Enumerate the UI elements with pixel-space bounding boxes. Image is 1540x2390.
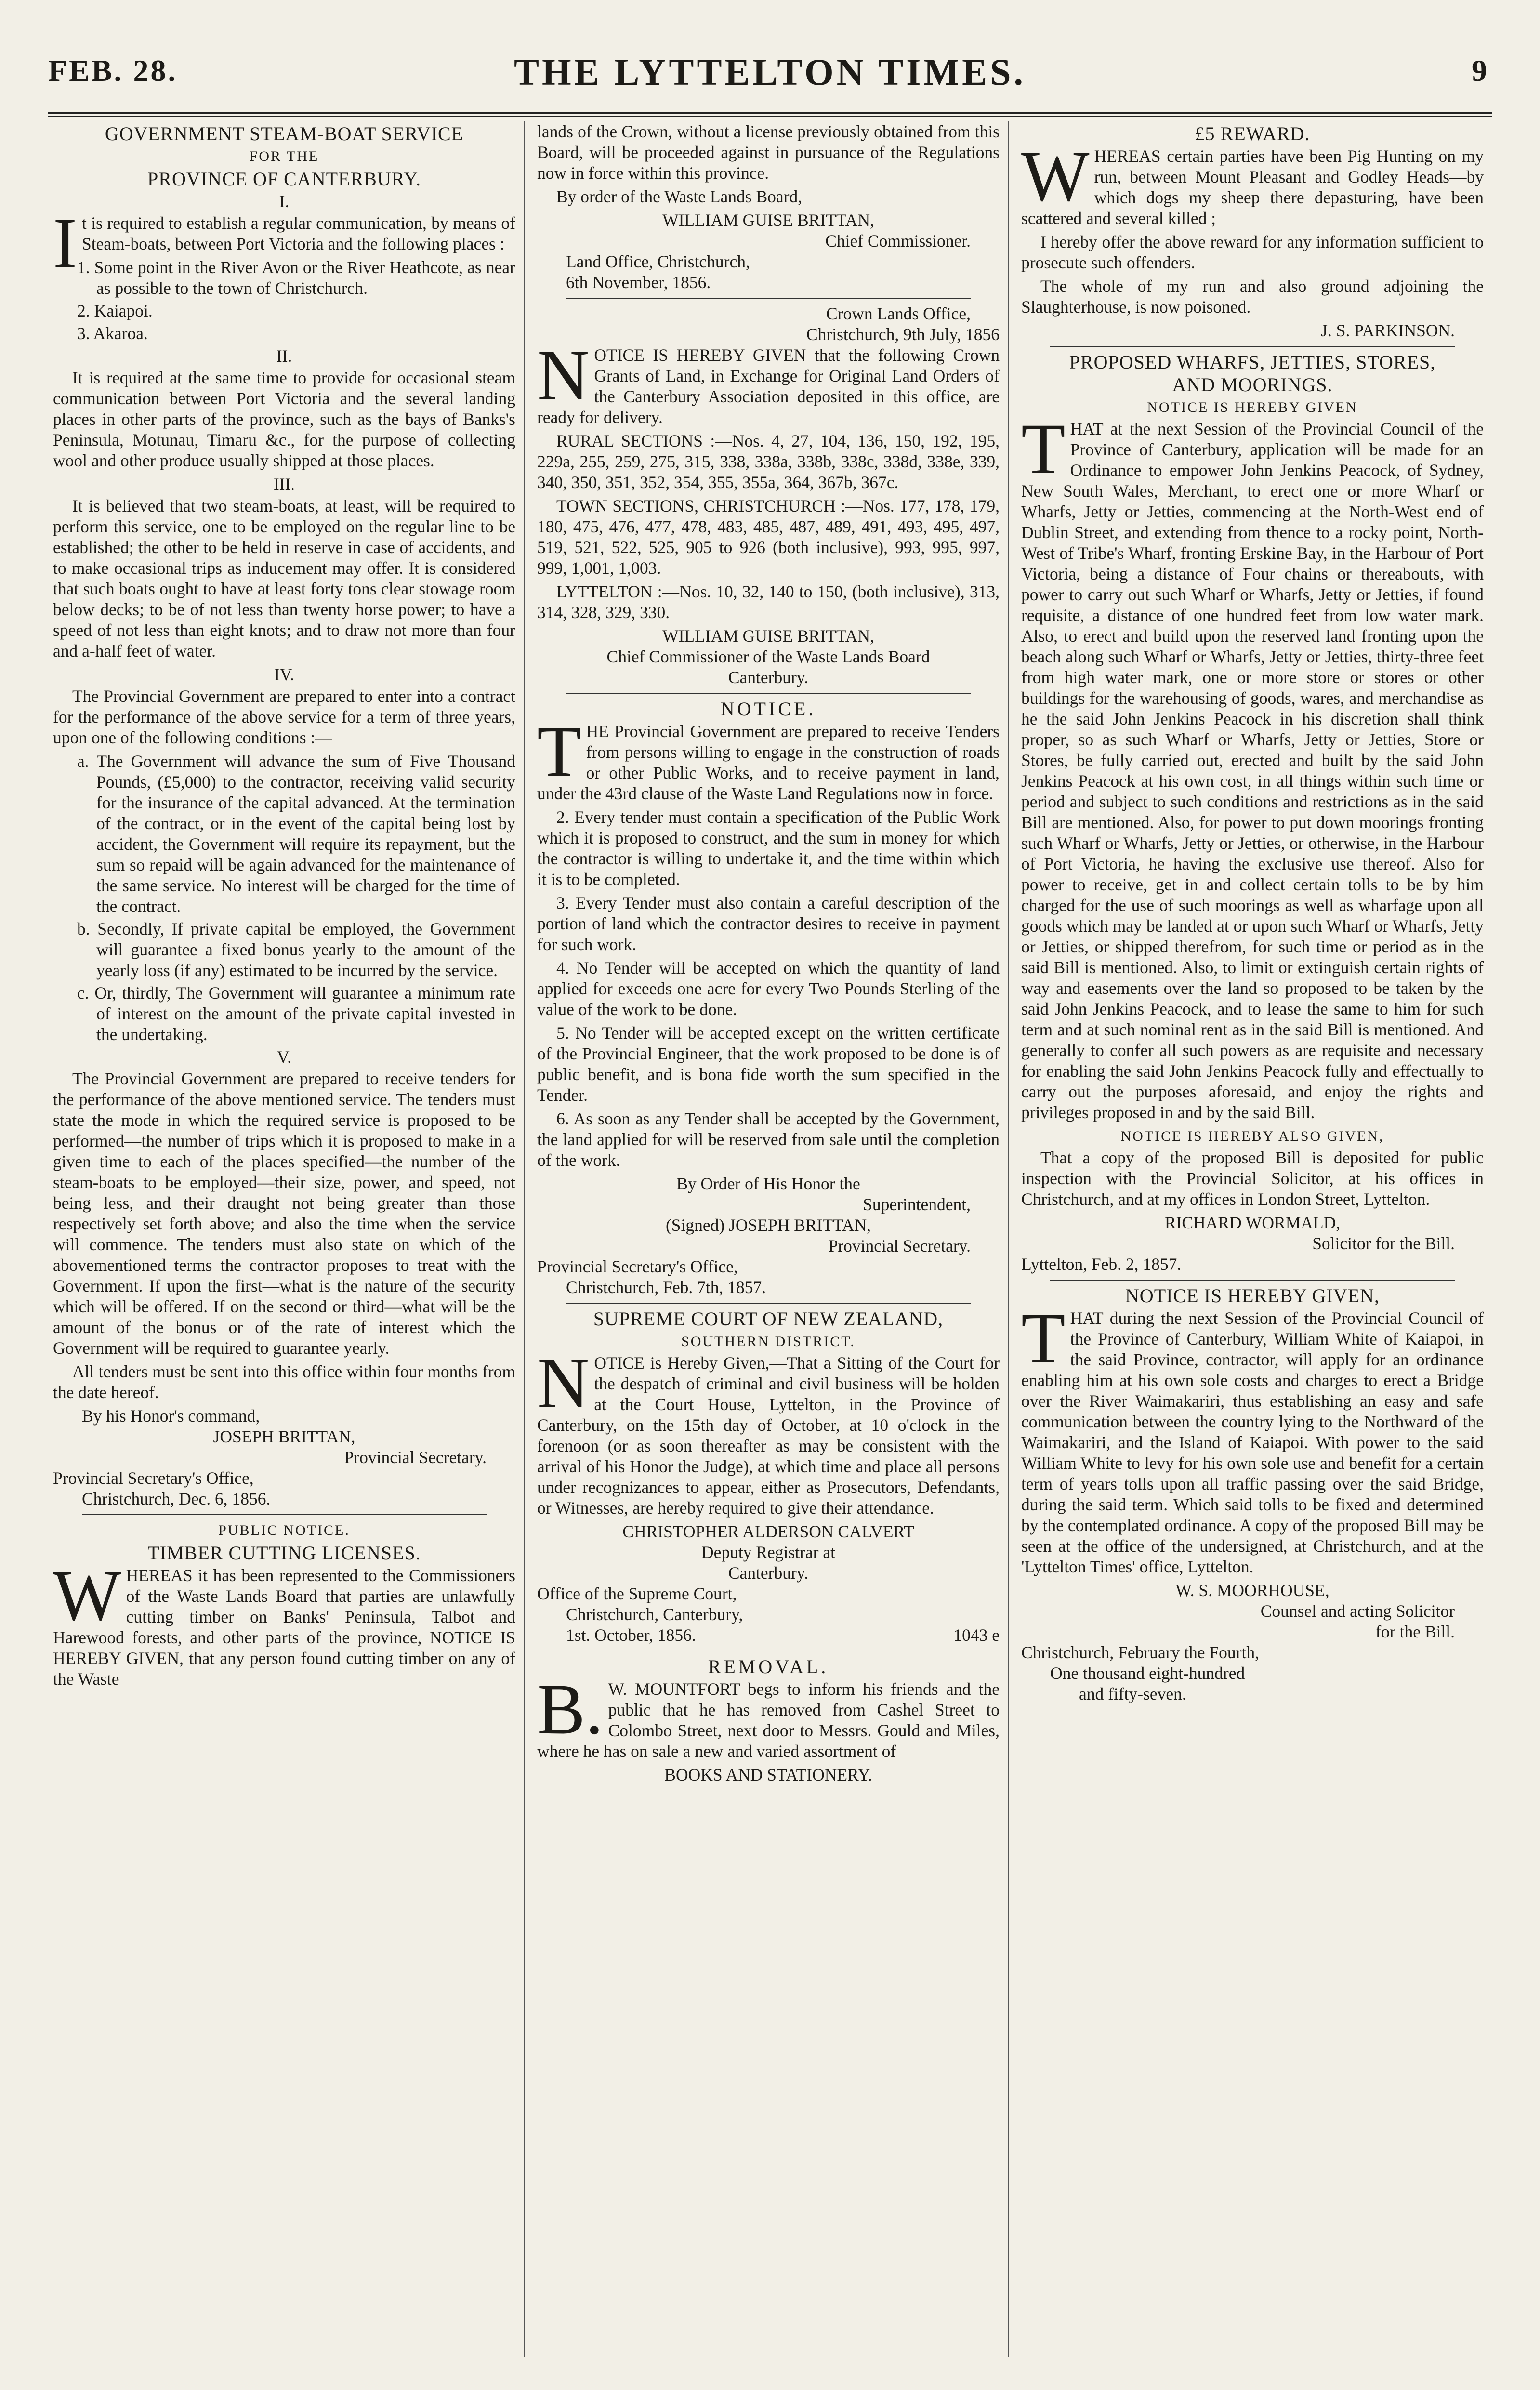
date-line: 1st. October, 1856. xyxy=(566,1625,696,1645)
paragraph: 5. No Tender will be accepted except on the written certificate of the Provincial Engineer, that the work proposed to be done is of public benefit, and is bona fide worth the sum specified in the Tender. xyxy=(537,1023,1000,1105)
date-line: Christchurch, Dec. 6, 1856. xyxy=(82,1489,271,1508)
paragraph: B.W. MOUNTFORT begs to inform his friends and the public that he has removed from Cashel Street to Colombo Street, next door to Messrs. Gould and Miles, where he has on sale a new and varied assortment of xyxy=(537,1669,1000,1761)
signature-name: W. S. MOORHOUSE, xyxy=(1175,1581,1329,1600)
signature-title: for the Bill. xyxy=(1375,1622,1455,1641)
signature-place: Canterbury. xyxy=(728,1563,809,1583)
date-line: and fifty-seven. xyxy=(1079,1684,1186,1703)
column-1 xyxy=(53,121,515,2357)
paragraph: It is required at the same time to provide for occasional steam communication between Port Victoria and the several landing places in other parts of the province, such as the bays of Banks's Peninsula, Motunau, Timaru &c., for the purpose of collecting wool and other produce usually shipped at those places. xyxy=(53,368,515,470)
paragraph: WHEREAS certain parties have been Pig Hunting on my run, between Mount Pleasant and Godley Heads—by which dogs my sheep there depasturing, have been scattered and several killed ; xyxy=(1021,136,1484,228)
list-item: 3. Akaroa. xyxy=(77,324,148,343)
notice-heading: PROPOSED WHARFS, JETTIES, STORES, xyxy=(1069,351,1436,373)
signature-title: Chief Commissioner. xyxy=(825,231,971,251)
signature-name: WILLIAM GUISE BRITTAN, xyxy=(662,211,874,230)
issue-date: FEB. 28. xyxy=(48,53,178,88)
signature-title: Solicitor for the Bill. xyxy=(1312,1234,1455,1253)
paragraph: It is required to establish a regular communication, by means of Steam-boats, between Port Victoria and the following places : xyxy=(53,203,515,283)
signature-name: CHRISTOPHER ALDERSON CALVERT xyxy=(622,1522,914,1541)
office-line: Land Office, Christchurch, xyxy=(566,252,750,271)
notice-heading: AND MOORINGS. xyxy=(1172,374,1333,396)
paragraph: 2. Every tender must contain a specification of the Public Work which it is proposed to construct, and the sum in money for which the contractor is willing to undertake it, and the time within which it is to be completed. xyxy=(537,807,1000,889)
paragraph: 6. As soon as any Tender shall be accepted by the Government, the land applied for will be reserved from sale until the completion of the work. xyxy=(537,1109,1000,1170)
paragraph: I hereby offer the above reward for any information sufficient to prosecute such offenders. xyxy=(1021,232,1484,272)
masthead-rule-thin xyxy=(48,116,1492,117)
paragraph: The whole of my run and also ground adjoining the Slaughterhouse, is now poisoned. xyxy=(1021,277,1484,317)
newspaper-title: THE LYTTELTON TIMES. xyxy=(514,51,1026,93)
paragraph: 4. No Tender will be accepted on which the quantity of land applied for exceeds one acre for every Two Pounds Sterling of the value of the work to be done. xyxy=(537,958,1000,1019)
notice-subheading: PUBLIC NOTICE. xyxy=(218,1522,350,1538)
notice-heading: TIMBER CUTTING LICENSES. xyxy=(147,1542,421,1564)
timber-notice-continued xyxy=(537,121,1000,293)
paragraph: The Provincial Government are prepared to enter into a contract for the performance of the above service for a term of three years, upon one of the following conditions :— xyxy=(53,687,515,747)
separator xyxy=(566,693,971,694)
notice-heading: SUPREME COURT OF NEW ZEALAND, xyxy=(593,1308,944,1330)
date-line: One thousand eight-hundred xyxy=(1050,1664,1245,1683)
notice-heading: GOVERNMENT STEAM-BOAT SERVICE xyxy=(105,123,464,145)
supreme-court-notice xyxy=(537,1308,1000,1646)
list-item: 1. Some point in the River Avon or the River Heathcote, as near as possible to the town of Christchurch. xyxy=(77,258,515,298)
signature-line: Superintendent, xyxy=(863,1195,971,1214)
signature-title: Counsel and acting Solicitor xyxy=(1260,1601,1455,1621)
ad-code: 1043 e xyxy=(953,1625,1000,1645)
paragraph: RURAL SECTIONS :—Nos. 4, 27, 104, 136, 150, 192, 195, 229a, 255, 259, 275, 315, 338, 338a, 338b, 338c, 338d, 338e, 339, 340, 350, 351, 352, 354, 355, 355a, 364, 367b, 367c. xyxy=(537,431,1000,492)
office-line: Provincial Secretary's Office, xyxy=(537,1257,738,1276)
section-number: I. xyxy=(279,192,290,211)
date-line: Christchurch, Feb. 7th, 1857. xyxy=(566,1278,766,1297)
separator xyxy=(82,1514,487,1515)
separator xyxy=(566,298,971,299)
notice-subheading: FOR THE xyxy=(249,148,319,164)
paragraph: That a copy of the proposed Bill is deposited for public inspection with the Provincial Solicitor, at his offices in Christchurch, and at my offices in London Street, Lyttelton. xyxy=(1021,1148,1484,1209)
notice-heading: £5 REWARD. xyxy=(1195,123,1310,145)
date-line: 6th November, 1856. xyxy=(566,273,711,292)
signature-name: RICHARD WORMALD, xyxy=(1164,1213,1341,1232)
masthead-rule xyxy=(48,112,1492,114)
notice-subheading: SOUTHERN DISTRICT. xyxy=(681,1334,856,1349)
notice-heading: REMOVAL. xyxy=(708,1656,829,1677)
date-row xyxy=(537,1625,1000,1646)
signature-place: Canterbury. xyxy=(728,668,809,687)
separator xyxy=(1050,1280,1455,1281)
timber-notice xyxy=(53,1520,515,1690)
date-line: Lyttelton, Feb. 2, 1857. xyxy=(1021,1254,1182,1274)
office-line: Crown Lands Office, xyxy=(826,304,971,323)
page-number: 9 xyxy=(1472,53,1487,88)
signature-line: By Order of His Honor the xyxy=(676,1174,860,1193)
section-number: IV. xyxy=(274,665,294,684)
condition-item: c. Or, thirdly, The Government will guarantee a minimum rate of interest on the amount of the private capital invested in the undertaking. xyxy=(77,983,515,1044)
bridge-notice xyxy=(1021,1285,1484,1704)
paragraph: lands of the Crown, without a license previously obtained from this Board, will be proceeded against in pursuance of the Regulations now in force within this province. xyxy=(537,122,1000,183)
section-number: III. xyxy=(273,475,295,494)
signature-line: By his Honor's command, xyxy=(82,1406,260,1426)
paragraph: THAT during the next Session of the Provincial Council of the Province of Canterbury, William White of Kaiapoi, in the said Province, contractor, will apply for an ordinance enabling him at his own sole costs and charges to erect a Bridge over the River Waimakariri, thus establishing an easy and safe communication between the country lying to the Northward of the Waimakariri, and the Island of Kaiapoi. With power to the said William White to levy for his own sole use and benefit for a certain term of years tolls upon all traffic passing over the said Bridge, during the said term. Which said tolls to be fixed and determined by the contemplated ordinance. A copy of the proposed Bill may be seen at the office of the undersigned, at Christchurch, and at the 'Lyttelton Times' office, Lyttelton. xyxy=(1021,1298,1484,1576)
signature-line: BOOKS AND STATIONERY. xyxy=(664,1765,872,1784)
public-works-tender-notice xyxy=(537,699,1000,1298)
steam-boat-notice xyxy=(53,123,515,1509)
reward-notice xyxy=(1021,123,1484,341)
paragraph: By order of the Waste Lands Board, xyxy=(556,187,803,206)
signature-name: JOSEPH BRITTAN, xyxy=(213,1427,355,1446)
condition-item: b. Secondly, If private capital be employed, the Government will guarantee a fixed bonus yearly to the amount of the yearly loss (if any) estimated to be incurred by the service. xyxy=(77,919,515,980)
column-divider-1 xyxy=(524,121,525,2357)
paragraph: WHEREAS it has been represented to the Commissioners of the Waste Lands Board that parties are unlawfully cutting timber on Banks' Peninsula, Talbot and Harewood forests, and other parts of the province, NOTICE IS HEREBY GIVEN, that any person found cutting timber on any of the Waste xyxy=(53,1556,515,1689)
paragraph: THAT at the next Session of the Provincial Council of the Province of Canterbury, application will be made for an Ordinance to empower John Jenkins Peacock, of Sydney, New South Wales, Merchant, to erect one or more Wharf or Wharfs, Jetty or Jetties, commencing at the North-West end of Dublin Street, and extending from thence to a rocky point, North-West of Tribe's Wharf, fronting Erskine Bay, in the Harbour of Port Victoria, being a distance of Four chains or thereabouts, with power to carry out such Wharf or Wharfs, Jetty or Jetties, if found requisite, a distance of one hundred feet from low water mark. Also, to erect and build upon the reserved land fronting upon the beach along such Wharf or Wharfs, Jetty or Jetties, thirty-three feet from high water mark, one or more store or stores or other buildings for the warehousing of goods, wares, and merchandise as he the said John Jenkins Peacock in his discretion shall think proper, so as such Wharf or Wharfs, Jetty or Jetties, Store or Stores, be fully carried out, erected and built by the said John Jenkins Peacock at his own cost, in all things within such time or period and subject to such conditions and restrictions as in the said Bill are mentioned. Also, for power to put down moorings fronting such Wharf or Wharfs, Jetty or Jetties, or otherwise, in the Harbour of Port Victoria, he having the exclusive use thereof. Also for power to receive, get in and collect certain tolls to be by him charged for the use of such moorings as well as wharfage upon all goods which may be landed at or upon such Wharf or Wharfs, Jetty or Jetties, or shipped therefrom, for such time or period as in the said Bill is mentioned. Also, to limit or extinguish certain rights of way and easements over the land so proposed to be taken by the said John Jenkins Peacock, and to lease the same to him for such term and at such nominal rent as in the said Bill is mentioned. And generally to confer all such powers as are requisite and necessary for enabling the said John Jenkins Peacock fully and effectually to carry out the purposes aforesaid, and enjoy the rights and privileges proposed in and by the said Bill. xyxy=(1021,409,1484,1122)
separator xyxy=(1050,346,1455,347)
office-line: Christchurch, Canterbury, xyxy=(566,1605,743,1624)
removal-notice xyxy=(537,1656,1000,1785)
signature-title: Provincial Secretary. xyxy=(828,1236,971,1255)
date-line: Christchurch, 9th July, 1856 xyxy=(806,325,1000,344)
list-item: 2. Kaiapoi. xyxy=(77,301,153,320)
separator xyxy=(566,1303,971,1304)
condition-item: a. The Government will advance the sum of Five Thousand Pounds, (£5,000) to the contractor, receiving valid security for the insurance of the capital advanced. At the termination of the contract, or in the event of the capital being lost by accident, the Government will require its repayment, but the sum so repaid will be again advanced for the maintenance of the same service. No interest will be charged for the time of the contract. xyxy=(77,752,515,916)
section-number: II. xyxy=(276,346,292,366)
paragraph: NOTICE IS HEREBY GIVEN that the following Crown Grants of Land, in Exchange for Original Land Orders of the Canterbury Association deposited in this office, are ready for delivery. xyxy=(537,335,1000,427)
signature-title: Chief Commissioner of the Waste Lands Board xyxy=(606,647,930,666)
paragraph: 3. Every Tender must also contain a careful description of the portion of land which the contractor desires to receive in payment for such work. xyxy=(537,893,1000,954)
signature-name: WILLIAM GUISE BRITTAN, xyxy=(662,626,874,646)
paragraph: All tenders must be sent into this office within four months from the date hereof. xyxy=(53,1362,515,1402)
notice-heading: NOTICE IS HEREBY GIVEN, xyxy=(1125,1285,1380,1307)
date-line: Christchurch, February the Fourth, xyxy=(1021,1643,1259,1662)
section-number: V. xyxy=(277,1047,291,1067)
column-3 xyxy=(1021,121,1484,2357)
office-line: Provincial Secretary's Office, xyxy=(53,1468,254,1488)
paragraph: NOTICE is Hereby Given,—That a Sitting of the Court for the despatch of criminal and civil business will be holden at the Court House, Lyttelton, in the Province of Canterbury, on the 15th day of October, at 10 o'clock in the forenoon (or as soon thereafter as may be consistent with the arrival of his Honor the Judge), at which time and place all persons under recognizances to appear, either as Prosecutors, Defendants, or Witnesses, are hereby required to give their attendance. xyxy=(537,1343,1000,1518)
signature-title: Deputy Registrar at xyxy=(701,1543,835,1562)
paragraph: TOWN SECTIONS, CHRISTCHURCH :—Nos. 177, 178, 179, 180, 475, 476, 477, 478, 483, 485, 487, 489, 491, 493, 495, 497, 519, 521, 522, 525, 905 to 926 (both inclusive), 993, 995, 997, 999, 1,001, 1,003. xyxy=(537,496,1000,578)
signature-title: Provincial Secretary. xyxy=(344,1448,487,1467)
paragraph: The Provincial Government are prepared to receive tenders for the performance of the above mentioned service. The tenders must state the mode in which the required service is proposed to be performed—the number of trips which it is proposed to make in a given time to each of the places specified—the number of the steam-boats to be employed—their size, power, and speed, not being less, and their draught not being greater than those respectively set forth above; and also the time when the service will commence. The tenders must also state on which of the abovementioned terms the contractor proposes to treat with the Government. If upon the first—what is the nature of the security which will be offered. If on the second or third—what will be the amount of the bonus or of the rate of interest which the Government will be required to guarantee yearly. xyxy=(53,1069,515,1358)
crown-grants-notice xyxy=(537,304,1000,688)
notice-subheading: NOTICE IS HEREBY ALSO GIVEN, xyxy=(1120,1128,1384,1144)
column-divider-2 xyxy=(1008,121,1009,2357)
signature-name: J. S. PARKINSON. xyxy=(1321,321,1455,340)
signature-name: (Signed) JOSEPH BRITTAN, xyxy=(665,1215,871,1235)
masthead xyxy=(48,46,1492,108)
column-2 xyxy=(537,121,1000,2357)
office-line: Office of the Supreme Court, xyxy=(537,1584,737,1603)
paragraph: It is believed that two steam-boats, at least, will be required to perform this service, one to be employed on the regular line to be established; the other to be held in reserve in case of accidents, and to make occasional trips as inducement may offer. It is considered that such boats ought to have at least forty tons clear stowage room below decks; to be of not less than twenty horse power; to have a speed of not less than eight knots; and to draw not more than four and a-half feet of water. xyxy=(53,496,515,660)
paragraph: LYTTELTON :—Nos. 10, 32, 140 to 150, (both inclusive), 313, 314, 328, 329, 330. xyxy=(537,582,1000,622)
notice-subheading: NOTICE IS HEREBY GIVEN xyxy=(1147,399,1358,415)
notice-heading: PROVINCE OF CANTERBURY. xyxy=(147,168,421,190)
notice-heading: NOTICE. xyxy=(720,698,816,720)
paragraph: THE Provincial Government are prepared to receive Tenders from persons willing to engage in the construction of roads or other Public Works, and to receive payment in land, under the 43rd clause of the Waste Land Regulations now in force. xyxy=(537,712,1000,803)
wharf-notice xyxy=(1021,352,1484,1275)
